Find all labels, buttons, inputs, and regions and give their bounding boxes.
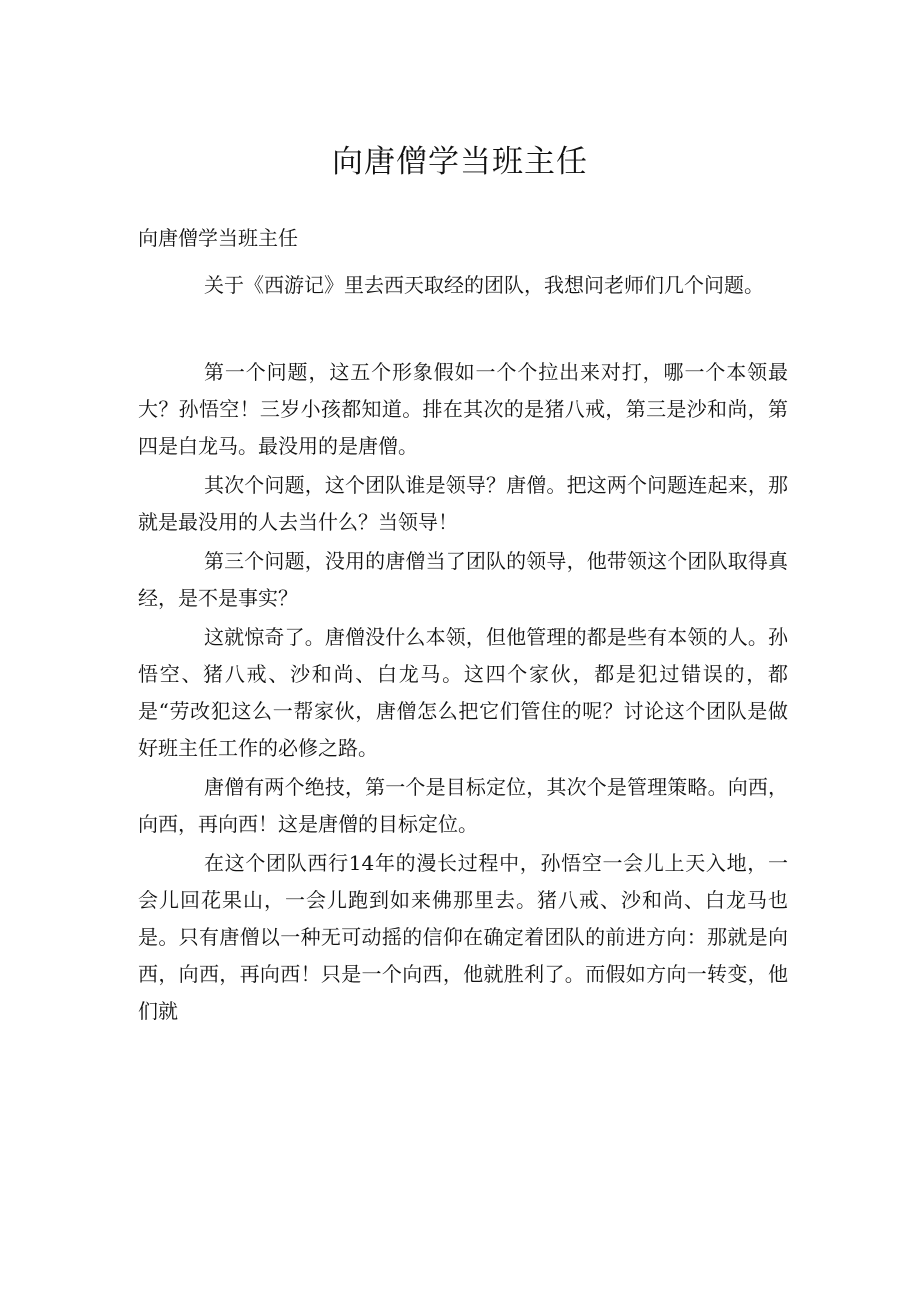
- paragraph-question-1: 第一个问题，这五个形象假如一个个拉出来对打，哪一个本领最大？孙悟空！三岁小孩都知道。排在其次的是猪八戒，第三是沙和尚，第四是白龙马。最没用的是唐僧。: [138, 360, 788, 458]
- paragraph-journey: 在这个团队西行14年的漫长过程中，孙悟空一会儿上天入地，一会儿回花果山，一会儿跑到如来佛那里去。猪八戒、沙和尚、白龙马也是。只有唐僧以一种无可动摇的信仰在确定着团队的前进方向：那就是向西，向西，再向西！只是一个向西，他就胜利了。而假如方向一转变，他们就: [138, 851, 788, 1023]
- paragraph-intro: 关于《西游记》里去西天取经的团队，我想问老师们几个问题。: [204, 273, 764, 297]
- paragraph-question-2: 其次个问题，这个团队谁是领导？唐僧。把这两个问题连起来，那就是最没用的人去当什么？当领导！: [138, 473, 788, 534]
- paragraph-question-3: 第三个问题，没用的唐僧当了团队的领导，他带领这个团队取得真经，是不是事实？: [138, 549, 788, 610]
- paragraph-surprise: 这就惊奇了。唐僧没什么本领，但他管理的都是些有本领的人。孙悟空、猪八戒、沙和尚、白龙马。这四个家伙，都是犯过错误的，都是“劳改犯这么一帮家伙，唐僧怎么把它们管住的呢？讨论这个团队是做好班主任工作的必修之路。: [138, 625, 788, 760]
- document-subtitle: 向唐僧学当班主任: [138, 226, 298, 250]
- document-body: [138, 266, 788, 1031]
- page-title: 向唐僧学当班主任: [332, 144, 588, 180]
- paragraph-two-skills: 唐僧有两个绝技，第一个是目标定位，其次个是管理策略。向西，向西，再向西！这是唐僧的目标定位。: [138, 775, 788, 836]
